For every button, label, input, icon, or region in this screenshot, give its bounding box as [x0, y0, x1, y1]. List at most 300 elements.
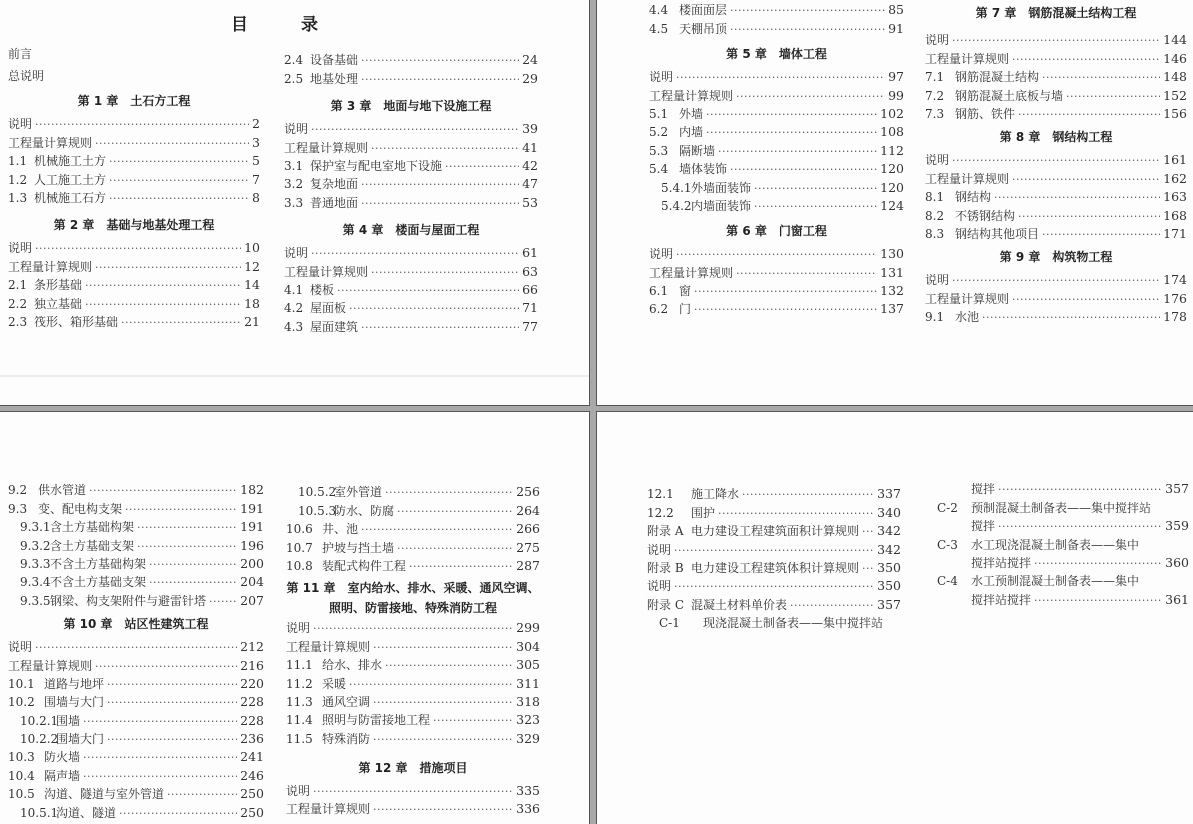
toc-entry[interactable] [286, 655, 540, 673]
dot-leader [107, 696, 237, 710]
dot-leader [361, 178, 519, 192]
toc-entry[interactable] [647, 484, 901, 502]
page-number: 132 [880, 283, 904, 299]
dot-leader [149, 576, 237, 590]
page-number: 130 [880, 246, 904, 262]
section-number: 9.3 [8, 501, 28, 516]
toc-entry[interactable] [649, 196, 904, 214]
dot-leader [83, 770, 237, 784]
toc-entry[interactable] [649, 18, 904, 36]
section-title: 工程量计算规则 [925, 171, 1010, 186]
section-number: 6.1 [649, 284, 669, 299]
chapter-heading-8: 第 8 章 钢结构工程 [999, 129, 1113, 144]
section-title: 隔断墙 [679, 143, 716, 158]
toc-entry[interactable] [8, 535, 264, 553]
section-number: 10.5.2 [298, 485, 337, 500]
chapter-heading-11-line-2: 照明、防雷接地、特殊消防工程 [328, 600, 497, 615]
page-number: 335 [516, 783, 540, 799]
toc-entry[interactable] [647, 521, 901, 539]
toc-entry[interactable] [286, 519, 540, 537]
section-number: 10.3 [8, 750, 35, 765]
section-number: 9.2 [8, 483, 28, 498]
section-number: C-2 [937, 500, 958, 515]
section-title: 说明 [925, 153, 950, 168]
section-title: 说明 [8, 241, 33, 256]
dot-leader [754, 182, 877, 196]
page-number: 304 [516, 638, 540, 654]
dot-leader [121, 316, 241, 330]
section-number: 4.2 [284, 301, 304, 316]
toc-entry[interactable] [937, 534, 1189, 552]
section-title: 工程量计算规则 [284, 264, 369, 279]
section-title: 含土方基础构架 [50, 520, 135, 535]
page-number: 228 [240, 694, 264, 710]
page4-right-column [937, 479, 1189, 608]
toc-entry[interactable] [284, 174, 538, 192]
toc-entry[interactable] [8, 256, 260, 274]
toc-entry[interactable] [286, 636, 540, 654]
dot-leader [149, 558, 237, 572]
toc-entry[interactable] [8, 765, 264, 783]
dot-leader [706, 126, 877, 140]
toc-entry[interactable] [925, 270, 1187, 288]
toc-entry[interactable] [8, 637, 264, 655]
toc-entry[interactable] [649, 67, 904, 85]
toc-entry[interactable] [284, 156, 538, 174]
toc-entry[interactable] [286, 556, 540, 574]
page-number: 207 [240, 592, 264, 608]
section-number: 2.3 [8, 314, 28, 329]
dot-leader [1012, 293, 1160, 307]
page-4 [596, 411, 1193, 824]
page-number: 241 [240, 749, 264, 765]
section-title: 工程量计算规则 [8, 658, 93, 673]
dot-leader [397, 505, 513, 519]
dot-leader [311, 123, 519, 137]
dot-leader [83, 715, 237, 729]
toc-entry[interactable] [925, 48, 1187, 66]
page-number: 5 [252, 153, 260, 169]
page-number: 85 [888, 2, 904, 18]
section-title: 钢结构 [955, 190, 992, 205]
toc-entry[interactable] [925, 187, 1187, 205]
toc-entry[interactable] [649, 104, 904, 122]
dot-leader [730, 163, 877, 177]
section-number: 2.2 [8, 296, 28, 311]
page-number: 228 [240, 712, 264, 728]
page-number: 299 [516, 620, 540, 636]
page-number: 250 [240, 786, 264, 802]
dot-leader [676, 71, 885, 85]
section-title: 水工预制混凝土制备表——集中 [971, 574, 1140, 589]
section-title: 围墙大门 [56, 732, 105, 747]
dot-leader [85, 279, 241, 293]
section-title: 照明与防雷接地工程 [322, 713, 431, 728]
section-number: 4.4 [649, 3, 669, 18]
dot-leader [337, 284, 519, 298]
dot-leader [1066, 90, 1160, 104]
toc-entry[interactable] [937, 497, 1189, 515]
dot-leader [107, 678, 237, 692]
toc-entry[interactable] [286, 692, 540, 710]
page-number: 360 [1165, 554, 1189, 570]
toc-entry[interactable] [937, 553, 1189, 571]
dot-leader [718, 145, 877, 159]
dot-leader [445, 160, 519, 174]
dot-leader [674, 580, 874, 594]
section-number: 3.3 [284, 195, 304, 210]
section-title: 搅拌站搅拌 [971, 592, 1032, 607]
toc-entry[interactable] [925, 150, 1187, 168]
toc-entry[interactable] [649, 85, 904, 103]
section-title: 给水、排水 [322, 658, 383, 673]
section-title: 预制混凝土制备表——集中搅拌站 [971, 500, 1152, 515]
section-title: 工程量计算规则 [649, 88, 734, 103]
section-title: 人工施工土方 [34, 172, 107, 187]
page-number: 14 [244, 277, 260, 293]
section-title: 特殊消防 [322, 731, 371, 746]
section-number: 附录 B [647, 560, 684, 575]
dot-leader [313, 785, 513, 799]
toc-entry[interactable] [8, 293, 260, 311]
section-number: 4.5 [649, 21, 669, 36]
section-title: 说明 [925, 33, 950, 48]
toc-entry[interactable] [284, 68, 538, 86]
page-number: 77 [522, 318, 538, 334]
chapter-heading-6: 第 6 章 门窗工程 [726, 223, 827, 238]
toc-entry[interactable] [925, 85, 1187, 103]
toc-entry[interactable] [8, 517, 264, 535]
dot-leader [361, 73, 519, 87]
section-number: C-3 [937, 537, 958, 552]
section-title: 楼面面层 [679, 3, 728, 18]
dot-leader [409, 560, 513, 574]
toc-entry[interactable] [286, 673, 540, 691]
section-number: 9.3.4 [20, 575, 51, 590]
section-title: 外墙 [679, 106, 704, 121]
section-title: 说明 [8, 640, 33, 655]
toc-entry[interactable] [286, 710, 540, 728]
section-title: 变、配电构支架 [38, 501, 123, 516]
page-number: 196 [240, 537, 264, 553]
toc-entry[interactable] [8, 729, 264, 747]
section-title: 内墙面装饰 [691, 198, 752, 213]
section-title: 门 [679, 302, 692, 317]
page-number: 359 [1165, 518, 1189, 534]
toc-entry[interactable] [925, 205, 1187, 223]
dot-leader [694, 285, 877, 299]
toc-entry[interactable] [286, 781, 540, 799]
toc-entry[interactable] [286, 537, 540, 555]
toc-entry[interactable] [8, 169, 260, 187]
toc-entry[interactable] [8, 710, 264, 728]
section-number: 10.5.1 [20, 805, 59, 820]
toc-entry[interactable] [8, 572, 264, 590]
toc-entry[interactable] [649, 0, 904, 18]
section-title: 说明 [925, 273, 950, 288]
toc-entry[interactable] [8, 238, 260, 256]
toc-entry[interactable] [647, 576, 901, 594]
section-title: 防水、防腐 [334, 503, 395, 518]
page-number: 311 [516, 675, 540, 691]
section-number: 5.4 [649, 162, 669, 177]
page-number: 161 [1163, 152, 1187, 168]
section-number: 12.1 [647, 487, 674, 502]
page-number: 216 [240, 657, 264, 673]
toc-entry[interactable] [8, 132, 260, 150]
section-number: 10.2 [8, 695, 35, 710]
toc-entry[interactable] [647, 558, 901, 576]
dot-leader [1034, 557, 1162, 571]
toc-entry[interactable] [286, 500, 540, 518]
toc-entry[interactable] [649, 281, 904, 299]
toc-entry[interactable] [8, 151, 260, 169]
page-number: 120 [880, 161, 904, 177]
dot-leader [371, 142, 519, 156]
section-title: 围护 [691, 505, 716, 520]
section-title: 采暖 [322, 676, 347, 691]
toc-entry[interactable] [284, 280, 538, 298]
toc-entry[interactable] [925, 224, 1187, 242]
toc-entry[interactable] [8, 114, 260, 132]
toc-entry[interactable] [284, 243, 538, 261]
page-number: 266 [516, 521, 540, 537]
section-title: 说明 [647, 579, 672, 594]
section-title: 现浇混凝土制备表——集中搅拌站 [703, 616, 884, 631]
dot-leader [1012, 53, 1160, 67]
page-number: 246 [240, 767, 264, 783]
dot-leader [95, 660, 237, 674]
dot-leader [706, 108, 877, 122]
chapter-heading-1: 第 1 章 土石方工程 [77, 94, 191, 108]
section-title: 复杂地面 [310, 177, 359, 192]
dot-leader [349, 302, 519, 316]
section-title: 电力建设工程建筑体积计算规则 [691, 560, 860, 575]
toc-entry[interactable] [284, 137, 538, 155]
section-number: 附录 C [647, 597, 684, 612]
toc-entry-general[interactable]: 总说明 [8, 69, 45, 83]
toc-entry[interactable] [284, 50, 538, 68]
dot-leader [361, 523, 513, 537]
page-number: 220 [240, 675, 264, 691]
toc-entry[interactable] [284, 316, 538, 334]
toc-entry[interactable] [647, 502, 901, 520]
section-title: 沟道、隧道 [56, 805, 117, 820]
chapter-heading-11-line-1: 第 11 章 室内给水、排水、采暖、通风空调、 [286, 580, 540, 595]
section-title: 工程量计算规则 [8, 259, 93, 274]
toc-entry[interactable] [649, 177, 904, 195]
section-title: 机械施工土方 [34, 154, 107, 169]
toc-entry[interactable] [925, 67, 1187, 85]
section-number: 9.3.1 [20, 520, 51, 535]
toc-entry[interactable] [647, 613, 901, 631]
toc-entry[interactable] [8, 674, 264, 692]
dot-leader [95, 261, 241, 275]
toc-entry[interactable] [649, 159, 904, 177]
page-number: 236 [240, 731, 264, 747]
page-number: 212 [240, 639, 264, 655]
section-title: 工程量计算规则 [286, 802, 371, 817]
section-title: 屋面建筑 [310, 319, 359, 334]
page-number: 41 [522, 139, 538, 155]
dot-leader [361, 321, 519, 335]
section-title: 地基处理 [310, 71, 359, 86]
section-title: 工程量计算规则 [284, 140, 369, 155]
section-title: 工程量计算规则 [649, 265, 734, 280]
page-number: 350 [877, 559, 901, 575]
toc-entry[interactable] [649, 140, 904, 158]
page-number: 137 [880, 301, 904, 317]
toc-entry[interactable] [286, 618, 540, 636]
dot-leader [433, 714, 513, 728]
toc-entry[interactable] [8, 655, 264, 673]
dot-leader [998, 520, 1162, 534]
toc-entry[interactable] [937, 479, 1189, 497]
toc-entry[interactable] [649, 262, 904, 280]
section-title: 说明 [649, 247, 674, 262]
section-number: 10.2.2 [20, 732, 59, 747]
page-number: 71 [522, 300, 538, 316]
section-title: 不含土方基础构架 [50, 556, 147, 571]
page-number: 47 [522, 176, 538, 192]
toc-entry[interactable] [925, 104, 1187, 122]
chapter-heading-4: 第 4 章 楼面与屋面工程 [342, 222, 480, 237]
toc-entry[interactable] [8, 802, 264, 820]
section-title: 楼板 [310, 282, 335, 297]
toc-entry[interactable] [284, 298, 538, 316]
section-number: 7.1 [925, 70, 945, 85]
toc-entry[interactable] [8, 784, 264, 802]
toc-entry[interactable] [8, 498, 264, 516]
section-title: 机械施工石方 [34, 190, 107, 205]
page-number: 120 [880, 179, 904, 195]
toc-entry-preface[interactable]: 前言 [8, 47, 33, 61]
section-title: 道路与地坪 [44, 676, 105, 691]
toc-entry[interactable] [649, 244, 904, 262]
page-number: 174 [1163, 272, 1187, 288]
toc-entry[interactable] [284, 261, 538, 279]
page-number: 24 [522, 52, 538, 68]
section-title: 独立基础 [34, 296, 83, 311]
page-number: 124 [880, 197, 904, 213]
toc-entry[interactable] [647, 594, 901, 612]
page-2 [596, 0, 1193, 406]
dot-leader [137, 521, 237, 535]
section-number: 8.3 [925, 226, 945, 241]
dot-leader [952, 154, 1160, 168]
section-number: 5.4.1 [661, 180, 692, 195]
toc-entry[interactable] [925, 30, 1187, 48]
page-number: 200 [240, 555, 264, 571]
section-number: 10.2.1 [20, 713, 59, 728]
page-number: 342 [877, 541, 901, 557]
toc-entry[interactable] [8, 312, 260, 330]
dot-leader [83, 751, 237, 765]
dot-leader [85, 298, 241, 312]
page-number: 191 [240, 500, 264, 516]
page-number: 97 [888, 69, 904, 85]
page-number: 204 [240, 574, 264, 590]
toc-entry[interactable] [937, 589, 1189, 607]
section-number: 2.4 [284, 53, 304, 68]
toc-entry[interactable] [649, 122, 904, 140]
section-number: 8.2 [925, 208, 945, 223]
page-number: 39 [522, 121, 538, 137]
section-number: 7.3 [925, 106, 945, 121]
toc-title-char-2: 录 [301, 15, 318, 35]
section-title: 井、池 [322, 522, 359, 537]
page3-right-column [286, 482, 540, 817]
toc-entry[interactable] [8, 747, 264, 765]
dot-leader [397, 542, 513, 556]
toc-entry[interactable] [8, 590, 264, 608]
dot-leader [137, 540, 237, 554]
toc-entry[interactable] [8, 692, 264, 710]
page-number: 178 [1163, 309, 1187, 325]
page-number: 162 [1163, 170, 1187, 186]
page-number: 256 [516, 484, 540, 500]
page-number: 176 [1163, 290, 1187, 306]
section-number: 9.3.3 [20, 556, 51, 571]
toc-entry[interactable] [925, 307, 1187, 325]
page-number: 152 [1163, 87, 1187, 103]
dot-leader [730, 23, 885, 37]
toc-entry[interactable] [649, 299, 904, 317]
toc-entry[interactable] [286, 482, 540, 500]
toc-entry[interactable] [284, 119, 538, 137]
dot-leader [730, 4, 885, 18]
section-title: 搅拌 [971, 519, 996, 534]
toc-entry[interactable] [8, 275, 260, 293]
section-title: 工程量计算规则 [8, 135, 93, 150]
toc-entry[interactable] [647, 539, 901, 557]
toc-entry[interactable] [8, 554, 264, 572]
section-title: 沟道、隧道与室外管道 [44, 787, 165, 802]
section-title: 室外管道 [334, 485, 383, 500]
section-title: 说明 [8, 117, 33, 132]
page-number: 350 [877, 578, 901, 594]
chapter-heading-10: 第 10 章 站区性建筑工程 [63, 616, 209, 631]
dot-leader [109, 192, 249, 206]
page-number: 8 [252, 189, 260, 205]
page-number: 163 [1163, 189, 1187, 205]
toc-entry[interactable] [284, 192, 538, 210]
dot-leader [373, 733, 513, 747]
toc-entry[interactable] [286, 799, 540, 817]
toc-entry[interactable] [8, 480, 264, 498]
dot-leader [736, 267, 877, 281]
toc-entry[interactable] [937, 516, 1189, 534]
page-3 [0, 411, 590, 824]
section-number: 9.3.5 [20, 593, 51, 608]
dot-leader [754, 200, 877, 214]
toc-entry[interactable] [286, 728, 540, 746]
section-title: 不锈钢结构 [955, 208, 1016, 223]
page-number: 3 [252, 134, 260, 150]
section-title: 水工现浇混凝土制备表——集中 [971, 537, 1140, 552]
toc-entry[interactable] [925, 288, 1187, 306]
toc-entry[interactable] [925, 168, 1187, 186]
section-number: 10.6 [286, 522, 313, 537]
section-number: 10.5.3 [298, 503, 337, 518]
toc-entry[interactable] [937, 571, 1189, 589]
section-number: C-1 [659, 616, 680, 631]
toc-entry[interactable] [8, 188, 260, 206]
section-number: 3.1 [284, 158, 304, 173]
dot-leader [109, 174, 249, 188]
section-number: 5.3 [649, 143, 669, 158]
dot-leader [89, 484, 237, 498]
